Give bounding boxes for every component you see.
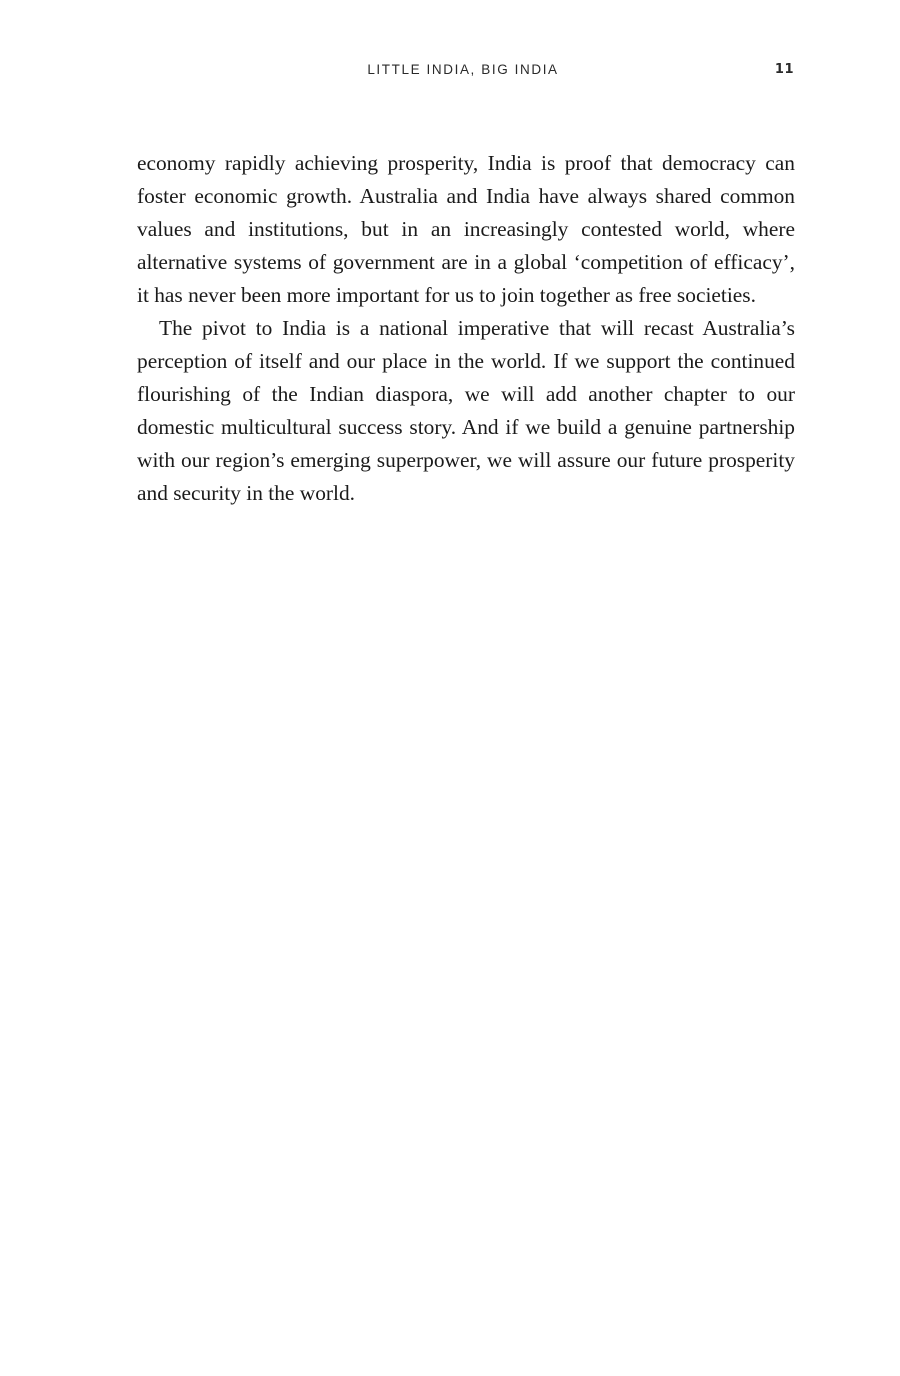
paragraph: The pivot to India is a national imperative that will recast Australia’s perception of itself and our place in the world. If we support the continued flourishing of the Indian diaspora, we will add another chapter to our domestic multicultural success story. And if we build a genuine partnership with our region’s emerging superpower, we will assure our future prosperity and security in the world. — [137, 316, 795, 505]
running-head — [0, 62, 900, 82]
page-number: 11 — [774, 62, 794, 77]
paragraph: economy rapidly achieving prosperity, India is proof that democracy can foster economic growth. Australia and India have always shared common values and institutions, but in an increasingly contested world, where alternative systems of government are in a global ‘competition of efficacy’, it has never been more important for us to join together as free societies. — [137, 151, 795, 307]
body-text — [137, 147, 795, 510]
running-title: LITTLE INDIA, BIG INDIA — [367, 62, 559, 77]
